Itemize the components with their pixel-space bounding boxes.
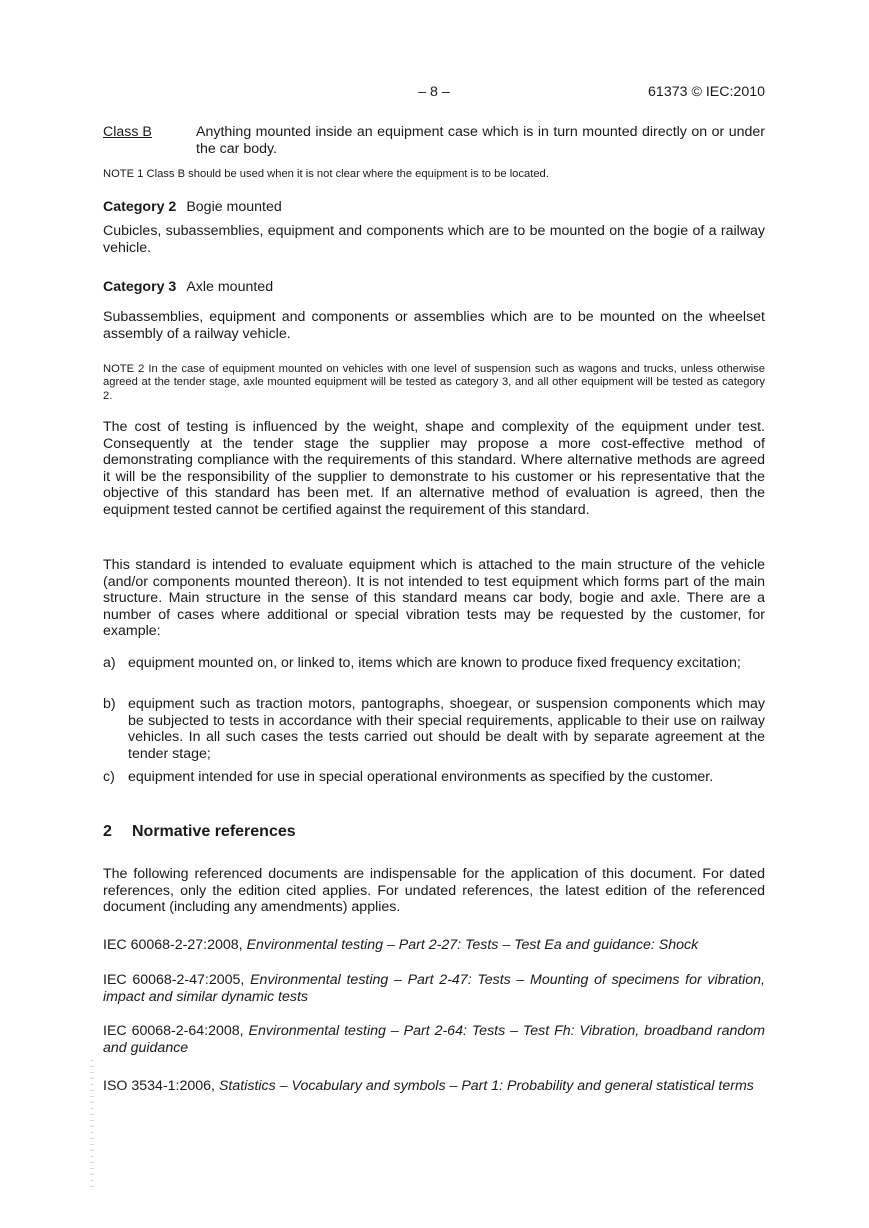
reference-code: IEC 60068-2-27:2008, <box>103 937 243 953</box>
list-text: equipment mounted on, or linked to, items which are known to produce fixed frequency excitation; <box>128 655 741 671</box>
note-1: NOTE 1 Class B should be used when it is not clear where the equipment is to be located. <box>103 168 549 180</box>
reference-title: Environmental testing – Part 2-47: Tests – Mounting of specimens for vibration, impact and similar dynamic tests <box>103 972 765 1005</box>
paragraph-intent: This standard is intended to evaluate equipment which is attached to the main structure of the vehicle (and/or components mounted thereon). It is not intended to test equipment which forms part of the main structure. Main structure in the sense of this standard means car body, bogie and axle. There are a number of cases where additional or special vibration tests may be requested by the customer, for example: <box>103 557 765 640</box>
reference-title: Environmental testing – Part 2-64: Tests – Test Fh: Vibration, broadband random and guidance <box>103 1023 765 1056</box>
category-3-text: Subassemblies, equipment and components or assemblies which are to be mounted on the wheelset assembly of a railway vehicle. <box>103 309 765 342</box>
reference-item <box>103 937 765 954</box>
list-item <box>103 696 765 762</box>
document-reference: 61373 © IEC:2010 <box>648 84 765 100</box>
reference-item <box>103 1078 765 1095</box>
section-2-heading <box>103 824 765 841</box>
reference-code: IEC 60068-2-47:2005, <box>103 972 245 988</box>
list-letter: a) <box>103 655 116 671</box>
reference-item <box>103 972 765 1005</box>
list-letter: c) <box>103 769 115 785</box>
list-item <box>103 655 765 672</box>
class-b-term: Class B <box>103 124 152 140</box>
category-3-title: Axle mounted <box>186 279 274 295</box>
class-b-text: Anything mounted inside an equipment case which is in turn mounted directly on or under the car body. <box>196 124 765 157</box>
class-b-definition <box>103 124 765 157</box>
list-text: equipment intended for use in special operational environments as specified by the customer. <box>128 769 714 785</box>
category-2-title: Bogie mounted <box>186 199 282 215</box>
list-text: equipment such as traction motors, pantographs, shoegear, or suspension components which may be subjected to tests in accordance with their special requirements, applicable to their use on railway vehicles. In all such cases the tests carried out should be dealt with by separate agreement at the tender stage; <box>128 696 765 762</box>
category-2-text: Cubicles, subassemblies, equipment and components which are to be mounted on the bogie of a railway vehicle. <box>103 223 765 256</box>
category-2-label: Category 2 <box>103 199 177 215</box>
margin-watermark <box>90 1060 94 1190</box>
list-letter: b) <box>103 696 116 712</box>
reference-title: Statistics – Vocabulary and symbols – Part 1: Probability and general statistical terms <box>218 1078 754 1094</box>
category-3-heading <box>103 279 765 296</box>
note-2: NOTE 2 In the case of equipment mounted on vehicles with one level of suspension such as wagons and trucks, unless otherwise agreed at the tender stage, axle mounted equipment will be tested as category 3, and all other equipment will be tested as category 2. <box>103 363 765 402</box>
reference-code: IEC 60068-2-64:2008, <box>103 1023 244 1039</box>
page-header <box>103 84 765 102</box>
page-number: – 8 – <box>418 84 450 100</box>
reference-code: ISO 3534-1:2006, <box>103 1078 216 1094</box>
section-number: 2 <box>103 823 112 840</box>
category-3-label: Category 3 <box>103 279 177 295</box>
paragraph-cost: The cost of testing is influenced by the weight, shape and complexity of the equipment under test. Consequently at the tender stage the supplier may propose a more cost-effective method of demonstrating compliance with the requirements of this standard. Where alternative methods are agreed it will be the responsibility of the supplier to demonstrate to his customer or his representative that the objective of this standard has been met. If an alternative method of evaluation is agreed, then the equipment tested cannot be certified against the requirement of this standard. <box>103 419 765 518</box>
category-2-heading <box>103 199 765 216</box>
section-title: Normative references <box>132 823 296 840</box>
reference-title: Environmental testing – Part 2-27: Tests – Test Ea and guidance: Shock <box>246 937 699 953</box>
list-item <box>103 769 765 786</box>
reference-item <box>103 1023 765 1056</box>
section-2-intro: The following referenced documents are indispensable for the application of this document. For dated references, only the edition cited applies. For undated references, the latest edition of the referenced document (including any amendments) applies. <box>103 866 765 916</box>
